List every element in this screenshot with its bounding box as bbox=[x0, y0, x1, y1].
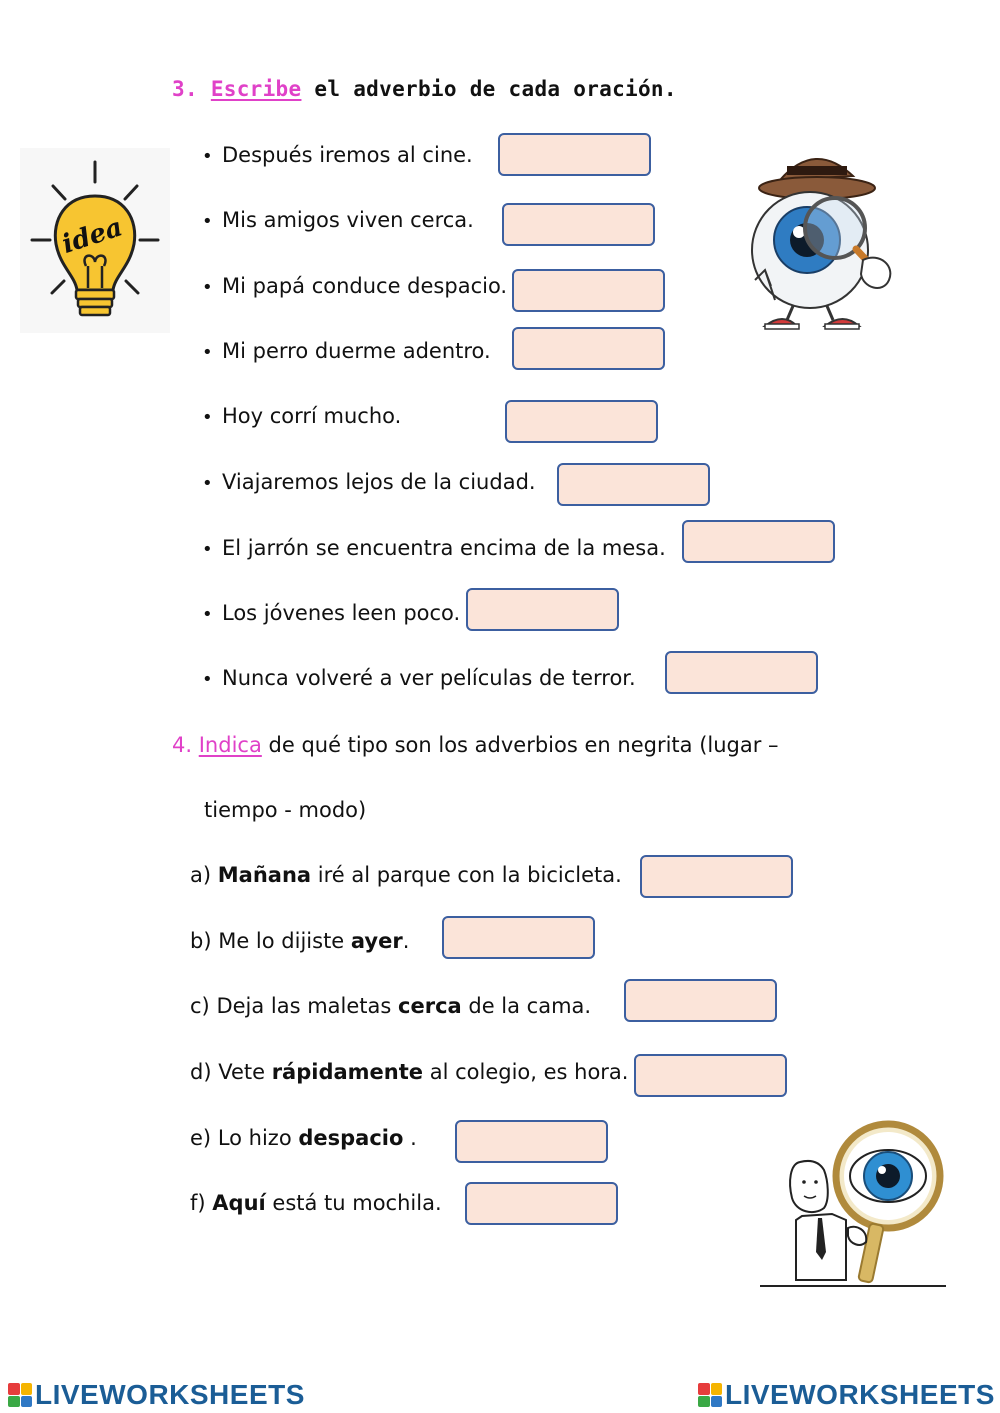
q4-item-adverb: Aquí bbox=[212, 1191, 266, 1215]
q4-item-adverb: rápidamente bbox=[271, 1060, 424, 1084]
q4-answer-input-b[interactable] bbox=[442, 916, 595, 959]
q3-item-text: Después iremos al cine. bbox=[222, 143, 473, 167]
q4-item-text-pre: Me lo dijiste bbox=[218, 929, 351, 953]
question-4-instruction: de qué tipo son los adverbios en negrita (lugar – bbox=[268, 733, 779, 757]
eye-detective-icon bbox=[735, 140, 915, 340]
footer-logo-right bbox=[698, 1378, 995, 1412]
q4-item-letter: e) bbox=[190, 1126, 212, 1150]
q4-item bbox=[190, 1123, 417, 1153]
bullet: • bbox=[202, 604, 213, 625]
q3-answer-input-3[interactable] bbox=[512, 269, 665, 312]
q3-item-text: Hoy corrí mucho. bbox=[222, 404, 402, 428]
question-4-instruction-cont: tiempo - modo) bbox=[204, 798, 367, 822]
q3-item-text: Mi perro duerme adentro. bbox=[222, 339, 491, 363]
q3-item bbox=[202, 598, 460, 630]
q4-item-letter: a) bbox=[190, 863, 212, 887]
q4-item-text-pre: Deja las maletas bbox=[216, 994, 399, 1018]
q3-answer-input-5[interactable] bbox=[505, 400, 658, 443]
q4-item-letter: f) bbox=[190, 1191, 206, 1215]
q3-answer-input-2[interactable] bbox=[502, 203, 655, 246]
q4-answer-input-d[interactable] bbox=[634, 1054, 787, 1097]
magnifier-man-icon bbox=[760, 1120, 950, 1292]
lightbulb-idea-icon bbox=[20, 148, 170, 333]
q4-item bbox=[190, 860, 622, 890]
q3-item-text: Mis amigos viven cerca. bbox=[222, 208, 474, 232]
q4-item bbox=[190, 1057, 628, 1087]
q3-item bbox=[202, 336, 491, 368]
q4-item-text-post: iré al parque con la bicicleta. bbox=[311, 863, 622, 887]
q3-item-text: Viajaremos lejos de la ciudad. bbox=[222, 470, 536, 494]
q4-item-adverb: Mañana bbox=[217, 863, 312, 887]
question-3-heading bbox=[172, 74, 677, 104]
q3-answer-input-6[interactable] bbox=[557, 463, 710, 506]
q4-item-text-post: . bbox=[402, 929, 410, 953]
bullet: • bbox=[202, 539, 213, 560]
bullet: • bbox=[202, 669, 213, 690]
q3-item bbox=[202, 205, 474, 237]
q3-item bbox=[202, 533, 666, 565]
q3-item-text: Mi papá conduce despacio. bbox=[222, 274, 508, 298]
q3-item-text: Los jóvenes leen poco. bbox=[222, 601, 461, 625]
q4-item-letter: c) bbox=[190, 994, 210, 1018]
bullet: • bbox=[202, 211, 213, 232]
q4-answer-input-c[interactable] bbox=[624, 979, 777, 1022]
q4-item-letter: b) bbox=[190, 929, 212, 953]
q3-item bbox=[202, 401, 401, 433]
q4-item-text-post: . bbox=[403, 1126, 417, 1150]
q3-answer-input-8[interactable] bbox=[466, 588, 619, 631]
q3-item bbox=[202, 663, 636, 695]
q4-item-adverb: cerca bbox=[398, 994, 462, 1018]
q4-item-adverb: despacio bbox=[298, 1126, 404, 1150]
question-3-number: 3. bbox=[172, 77, 198, 101]
q4-item bbox=[190, 1188, 442, 1218]
q3-answer-input-1[interactable] bbox=[498, 133, 651, 176]
q3-item-text: Nunca volveré a ver películas de terror. bbox=[222, 666, 636, 690]
q3-item-text: El jarrón se encuentra encima de la mesa. bbox=[222, 536, 666, 560]
liveworksheets-logo-icon bbox=[8, 1383, 32, 1407]
q3-item bbox=[202, 140, 473, 172]
q4-item-text-pre: Vete bbox=[218, 1060, 272, 1084]
footer-brand: LIVEWORKSHEETS bbox=[35, 1379, 305, 1410]
q3-item bbox=[202, 271, 507, 303]
question-3-instruction: el adverbio de cada oración. bbox=[314, 77, 677, 101]
question-3-verb: Escribe bbox=[210, 77, 302, 101]
bullet: • bbox=[202, 277, 213, 298]
q4-item-text-post: está tu mochila. bbox=[265, 1191, 442, 1215]
q4-answer-input-f[interactable] bbox=[465, 1182, 618, 1225]
q4-answer-input-a[interactable] bbox=[640, 855, 793, 898]
q4-item-letter: d) bbox=[190, 1060, 212, 1084]
question-4-verb: Indica bbox=[198, 733, 262, 757]
bullet: • bbox=[202, 342, 213, 363]
bullet: • bbox=[202, 407, 213, 428]
question-4-heading bbox=[172, 730, 779, 760]
q3-answer-input-9[interactable] bbox=[665, 651, 818, 694]
q4-item-text-pre: Lo hizo bbox=[217, 1126, 299, 1150]
bullet: • bbox=[202, 473, 213, 494]
footer-brand: LIVEWORKSHEETS bbox=[725, 1379, 995, 1410]
q3-item bbox=[202, 467, 536, 499]
q4-item bbox=[190, 991, 591, 1021]
q3-answer-input-7[interactable] bbox=[682, 520, 835, 563]
q4-item-text-post: de la cama. bbox=[461, 994, 592, 1018]
q3-answer-input-4[interactable] bbox=[512, 327, 665, 370]
q4-item-adverb: ayer bbox=[350, 929, 403, 953]
liveworksheets-logo-icon bbox=[698, 1383, 722, 1407]
q4-item bbox=[190, 926, 409, 956]
footer-logo-left bbox=[8, 1378, 305, 1412]
q4-answer-input-e[interactable] bbox=[455, 1120, 608, 1163]
q4-item-text-post: al colegio, es hora. bbox=[423, 1060, 629, 1084]
bulb-label: idea bbox=[58, 212, 127, 260]
bullet: • bbox=[202, 146, 213, 167]
question-4-number: 4. bbox=[172, 733, 193, 757]
